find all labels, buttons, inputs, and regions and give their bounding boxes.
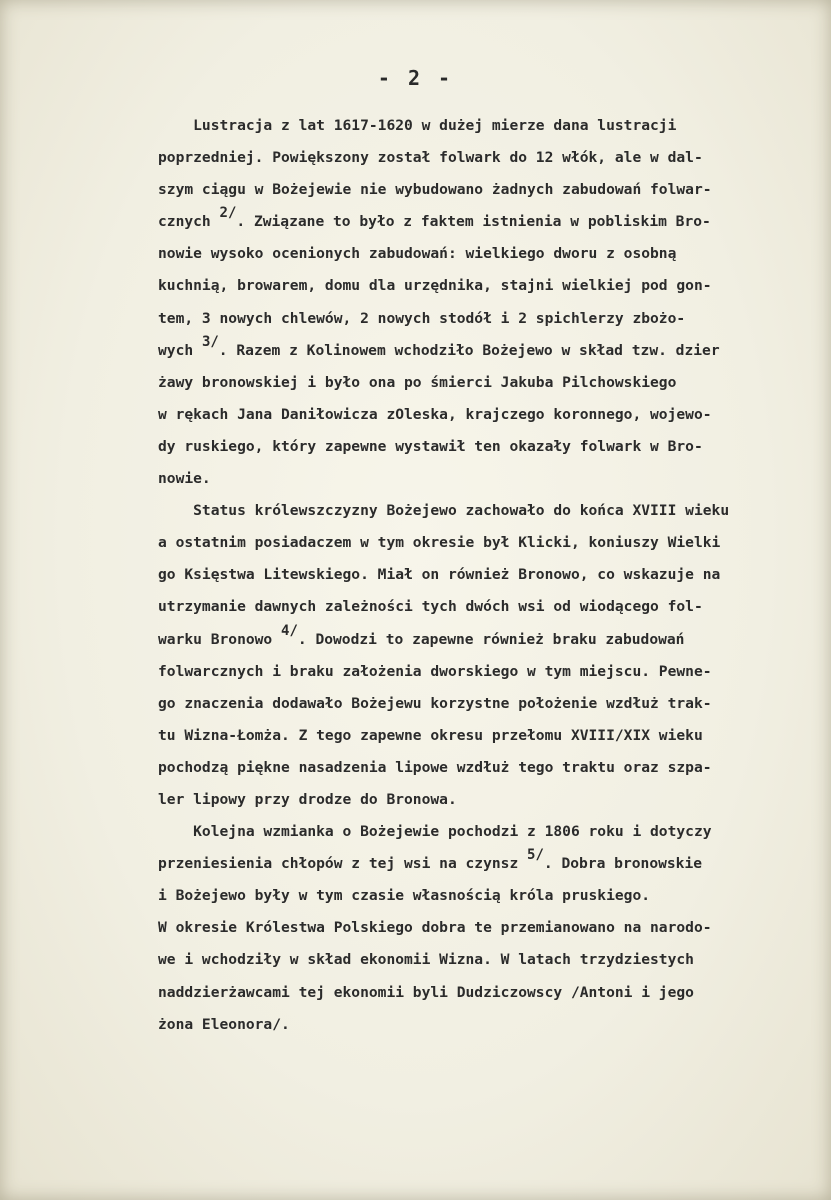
text-line	[158, 977, 800, 1009]
line-text: szym ciągu w Bożejewie nie wybudowano żadnych zabudowań folwar-	[158, 181, 712, 199]
footnote-ref: 4/	[281, 622, 298, 639]
line-text: przeniesienia chłopów z tej wsi na czynsz	[158, 855, 528, 873]
text-line	[158, 142, 800, 174]
line-text: żona Eleonora/.	[158, 1015, 290, 1033]
text-line	[158, 431, 800, 463]
line-text: ler lipowy przy drodze do Bronowa.	[158, 790, 457, 808]
line-text: i Bożejewo były w tym czasie własnością króla pruskiego.	[158, 887, 651, 905]
text-line	[158, 784, 800, 816]
text-line	[158, 624, 800, 656]
line-text: Lustracja z lat 1617-1620 w dużej mierze dana lustracji	[158, 117, 677, 134]
text-line	[158, 110, 800, 142]
text-line	[158, 688, 800, 720]
text-line	[158, 656, 800, 688]
line-text: nowie.	[158, 470, 211, 488]
text-line	[158, 270, 800, 302]
line-text: utrzymanie dawnych zależności tych dwóch wsi od wiodącego fol-	[158, 598, 703, 616]
line-text-continued: . Dobra bronowskie	[543, 855, 703, 873]
line-text-continued: . Związane to było z faktem istnienia w pobliskim Bro-	[236, 213, 711, 231]
line-text: kuchnią, browarem, domu dla urzędnika, stajni wielkiej pod gon-	[158, 277, 712, 295]
line-text: go Księstwa Litewskiego. Miał on również Bronowo, co wskazuje na	[158, 566, 721, 584]
line-text: poprzedniej. Powiększony został folwark do 12 włók, ale w dal-	[158, 149, 703, 167]
line-text: dy ruskiego, który zapewne wystawił ten okazały folwark w Bro-	[158, 437, 703, 455]
line-text: Kolejna wzmianka o Bożejewie pochodzi z 1806 roku i dotyczy	[158, 823, 712, 841]
line-text: wych	[158, 341, 202, 359]
line-text: żawy bronowskiej i było ona po śmierci Jakuba Pilchowskiego	[158, 373, 677, 391]
text-line	[158, 559, 800, 591]
text-line	[158, 816, 800, 848]
text-line	[158, 463, 800, 495]
text-line	[158, 720, 800, 752]
line-text: tu Wizna-Łomża. Z tego zapewne okresu przełomu XVIII/XIX wieku	[158, 726, 703, 744]
line-text-continued: . Razem z Kolinowem wchodziło Bożejewo w skład tzw. dzier	[218, 341, 720, 359]
page-number: - 2 -	[377, 66, 454, 90]
footnote-ref: 2/	[219, 205, 237, 222]
line-text: we i wchodziły w skład ekonomii Wizna. W latach trzydziestych	[158, 951, 694, 969]
line-text: naddzierżawcami tej ekonomii byli Dudziczowscy /Antoni i jego	[158, 983, 694, 1001]
line-text: pochodzą piękne nasadzenia lipowe wzdłuż tego traktu oraz szpa-	[158, 758, 712, 776]
text-line	[158, 303, 800, 335]
line-text-continued: . Dowodzi to zapewne również braku zabudowań	[297, 630, 685, 648]
line-text: W okresie Królestwa Polskiego dobra te przemianowano na narodo-	[158, 919, 712, 937]
text-line	[158, 848, 800, 880]
line-text: folwarcznych i braku założenia dworskiego w tym miejscu. Pewne-	[158, 662, 712, 680]
text-line	[158, 399, 800, 431]
text-line	[158, 527, 800, 559]
line-text: Status królewszczyzny Bożejewo zachowało do końca XVIII wieku	[158, 502, 730, 520]
body-text	[158, 110, 800, 1041]
line-text: cznych	[158, 213, 220, 231]
line-text: nowie wysoko ocenionych zabudowań: wielkiego dworu z osobną	[158, 245, 677, 263]
text-line	[158, 1009, 800, 1041]
text-line	[158, 880, 800, 912]
text-line	[158, 174, 800, 206]
line-text: tem, 3 nowych chlewów, 2 nowych stodół i 2 spichlerzy zbożo-	[158, 309, 686, 327]
text-line	[158, 335, 800, 367]
line-text: go znaczenia dodawało Bożejewu korzystne położenie wzdłuż trak-	[158, 694, 712, 712]
line-text: warku Bronowo	[158, 630, 282, 648]
text-line	[158, 367, 800, 399]
text-line	[158, 912, 800, 944]
text-line	[158, 944, 800, 976]
text-line	[158, 206, 800, 238]
line-text: a ostatnim posiadaczem w tym okresie był Klicki, koniuszy Wielki	[158, 534, 721, 552]
text-line	[158, 495, 800, 527]
text-line	[158, 238, 800, 270]
footnote-ref: 5/	[527, 847, 544, 864]
footnote-ref: 3/	[201, 333, 219, 350]
text-line	[158, 752, 800, 784]
line-text: w rękach Jana Daniłowicza zOleska, krajczego koronnego, wojewo-	[158, 405, 712, 423]
text-line	[158, 591, 800, 623]
